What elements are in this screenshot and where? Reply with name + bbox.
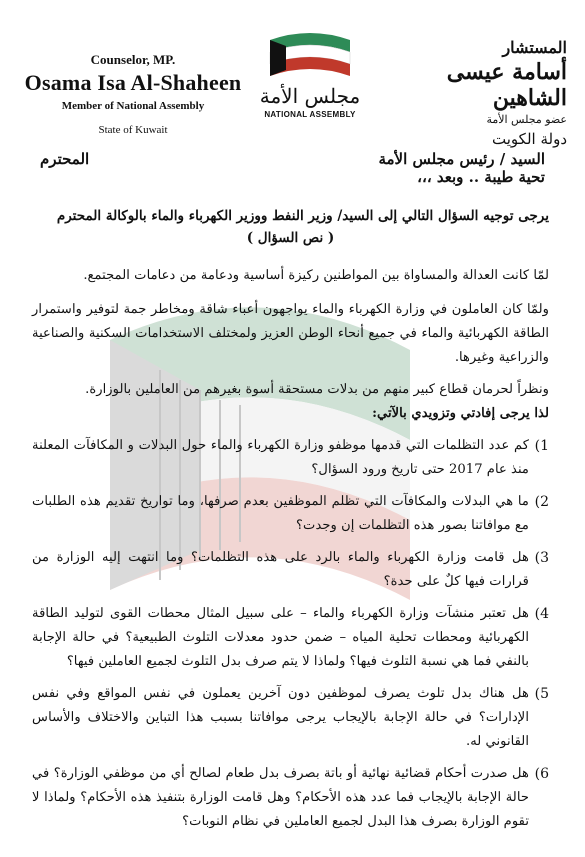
question-number: 6) bbox=[534, 766, 549, 782]
subject-heading: ( نص السؤال ) bbox=[246, 230, 335, 246]
question-item bbox=[32, 602, 549, 674]
logo-arabic: مجلس الأمة bbox=[259, 84, 361, 108]
addressee: السيد / رئيس مجلس الأمة bbox=[378, 150, 545, 168]
question-item bbox=[32, 546, 549, 594]
question-item bbox=[32, 682, 549, 754]
ar-state: دولة الكويت bbox=[492, 130, 567, 148]
letterhead-english bbox=[18, 52, 248, 136]
paragraph-allowances: ونظراً لحرمان قطاع كبير منهم من بدلات مستحقة أسوة بغيرهم من العاملين بالوزارة. bbox=[85, 382, 549, 397]
letterhead-arabic bbox=[387, 38, 567, 148]
question-number: 5) bbox=[534, 686, 549, 702]
logo-english: NATIONAL ASSEMBLY bbox=[264, 110, 356, 119]
question-text: هل هناك بدل تلوث يصرف لموظفين دون آخرين يعملون في نفس المواقع وفي نفس الإدارات؟ في حالة الإجابة بالإيجاب يرجى موافاتنا بسبب هذا التباين والاختلاف والأساس القانوني له. bbox=[32, 686, 529, 749]
question-text: هل تعتبر منشآت وزارة الكهرباء والماء – على سبيل المثال محطات القوى لتوليد الطاقة الكهربائية ومحطات تحلية المياه – ضمن حدود معدلات التلوث الطبيعية؟ في حالة الإجابة بالنفي فما هي نسبة التلوث فيها؟ ولماذا لا يتم صرف بدل التلوث لجميع العاملين فيها؟ bbox=[32, 606, 529, 669]
ar-name: أسامة عيسى الشاهين bbox=[446, 59, 567, 111]
intro-line: يرجى توجيه السؤال التالي إلى السيد/ وزير النفط ووزير الكهرباء والماء بالوكالة المحترم bbox=[56, 208, 549, 224]
national-assembly-logo bbox=[255, 30, 365, 119]
question-text: هل قامت وزارة الكهرباء والماء بالرد على هذه التظلمات؟ وما انتهت إليه الوزارة من قرارات فيها كلٌ على حدة؟ bbox=[32, 550, 529, 589]
honorific: المحترم bbox=[40, 150, 90, 168]
question-text: كم عدد التظلمات التي قدمها موظفو وزارة الكهرباء والماء حول البدلات و المكافآت المعلنة منذ عام 2017 حتى تاريخ ورود السؤال؟ bbox=[32, 438, 529, 477]
en-role: Counselor, MP. bbox=[90, 52, 176, 67]
en-member: Member of National Assembly bbox=[61, 100, 205, 112]
question-number: 2) bbox=[534, 494, 549, 510]
question-item bbox=[32, 490, 549, 538]
greeting: تحية طيبة .. وبعد ،،، bbox=[417, 168, 545, 186]
question-item bbox=[32, 762, 549, 834]
paragraph-justice: لمّا كانت العدالة والمساواة بين المواطنين ركيزة أساسية ودعامة من دعامات المجتمع. bbox=[83, 268, 549, 283]
question-number: 3) bbox=[534, 550, 549, 566]
en-name: Osama Isa Al-Shaheen bbox=[24, 70, 242, 95]
questions-list bbox=[32, 434, 549, 834]
ar-role: المستشار bbox=[502, 38, 567, 57]
paragraph-workers: ولمّا كان العاملون في وزارة الكهرباء والماء يواجهون أعباء شاقة ومخاطر جمة لتوفير واستمرار الطاقة الكهربائية والماء في جميع أنحاء الوطن العزيز ولمختلف الاستخدامات السكنية والصناعية والزراعية وغيرها. bbox=[32, 302, 549, 365]
question-number: 1) bbox=[534, 438, 549, 454]
question-text: هل صدرت أحكام قضائية نهائية أو باتة بصرف بدل طعام لصالح أي من موظفي الوزارة؟ في حالة الإجابة بالإيجاب فما عدد هذه الأحكام؟ وهل قامت الوزارة بتنفيذ هذه الأحكام؟ ولماذا لا تقوم الوزارة بصرف هذا البدل لجميع العاملين في نظام النوبات؟ bbox=[32, 766, 529, 829]
question-text: ما هي البدلات والمكافآت التي تظلم الموظفين بعدم صرفها، وما تواريخ تقديم هذه الطلبات مع موافاتنا بصور هذه التظلمات إن وجدت؟ bbox=[32, 494, 529, 533]
ar-member: عضو مجلس الأمة bbox=[486, 113, 567, 126]
salutation-block bbox=[40, 150, 545, 186]
question-item bbox=[32, 434, 549, 482]
request-line: لذا يرجى إفادتي وتزويدي بالآتي: bbox=[372, 406, 549, 421]
kuwait-flag-swoosh-icon bbox=[262, 30, 358, 82]
letter-body bbox=[32, 204, 549, 834]
en-state: State of Kuwait bbox=[98, 124, 168, 136]
question-number: 4) bbox=[534, 606, 549, 622]
